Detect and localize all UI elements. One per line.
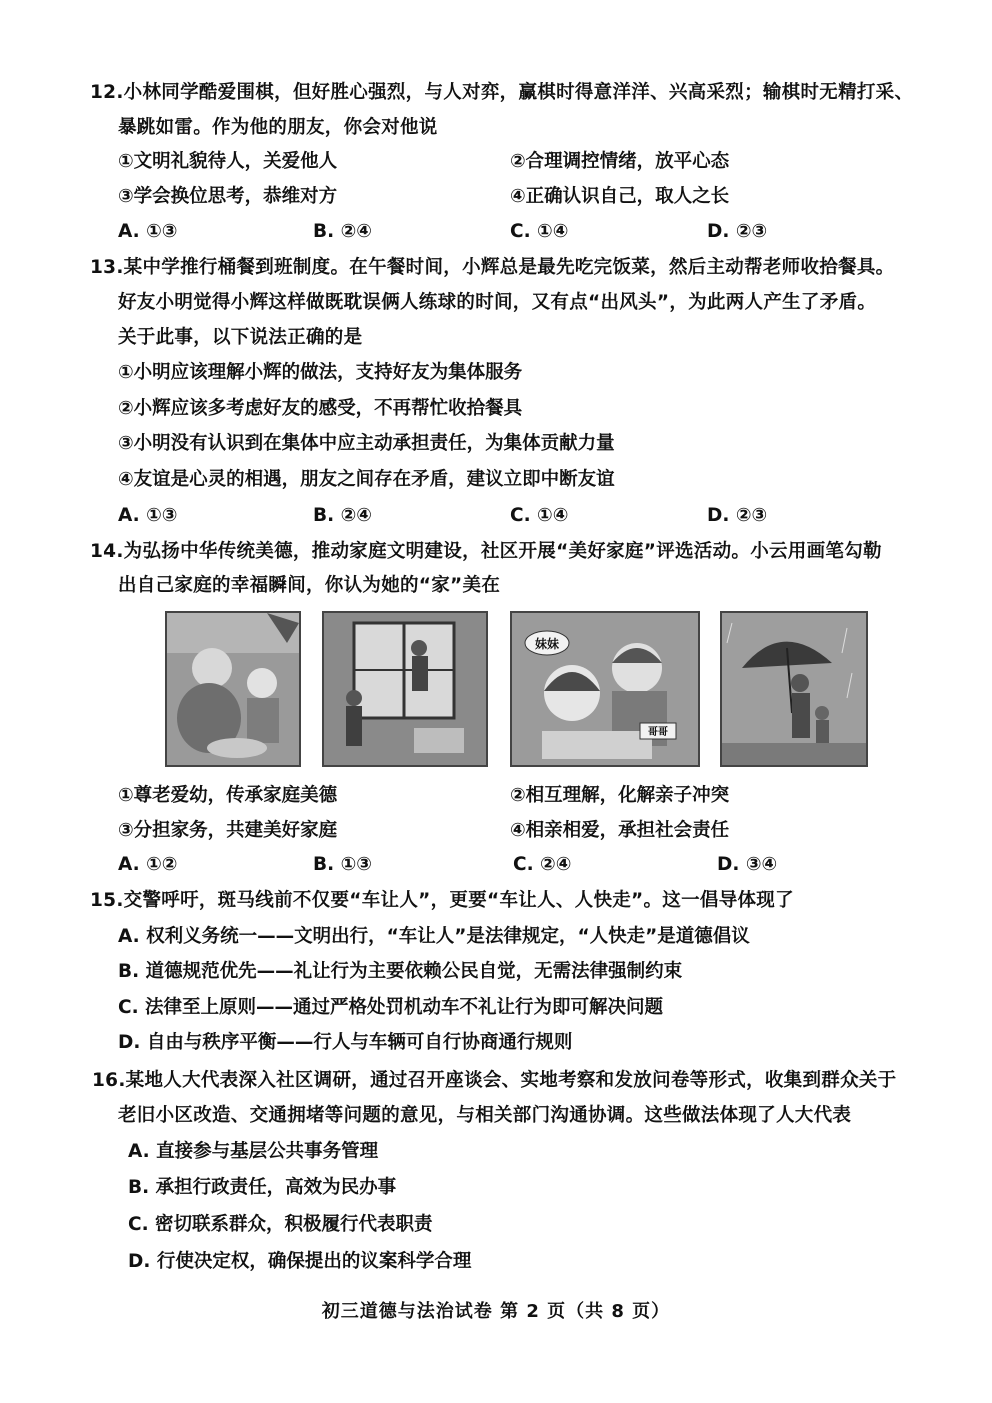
q14-statement-2: ②相互理解，化解亲子冲突: [510, 785, 730, 806]
q16-option-a: A. 直接参与基层公共事务管理: [128, 1141, 379, 1162]
q12-option-d: D. ②③: [707, 221, 768, 242]
q13-statement-3: ③小明没有认识到在集体中应主动承担责任，为集体贡献力量: [118, 433, 615, 454]
q14-option-a: A. ①②: [118, 854, 178, 875]
q12-statement-1: ①文明礼貌待人，关爱他人: [118, 151, 338, 172]
q14-statement-1: ①尊老爱幼，传承家庭美德: [118, 785, 338, 806]
q12-statement-2: ②合理调控情绪，放平心态: [510, 151, 730, 172]
family-picture-umbrella: [720, 611, 868, 767]
q12-option-b: B. ②④: [313, 221, 372, 242]
q15-option-d: D. 自由与秩序平衡——行人与车辆可自行协商通行规则: [118, 1032, 573, 1053]
q14-option-b: B. ①③: [313, 854, 372, 875]
q16-option-b: B. 承担行政责任，高效为民办事: [128, 1177, 397, 1198]
q16-stem-line2: 老旧小区改造、交通拥堵等问题的意见，与相关部门沟通协调。这些做法体现了人大代表: [118, 1105, 852, 1126]
q14-stem-line1: 14.为弘扬中华传统美德，推动家庭文明建设，社区开展“美好家庭”评选活动。小云用画笔勾勒: [90, 541, 882, 562]
q13-option-a: A. ①③: [118, 505, 178, 526]
q13-option-d: D. ②③: [707, 505, 768, 526]
q13-stem-line2: 好友小明觉得小辉这样做既耽误俩人练球的时间，又有点“出风头”，为此两人产生了矛盾。: [118, 292, 877, 313]
family-picture-siblings: [510, 611, 700, 767]
q14-statement-4: ④相亲相爱，承担社会责任: [510, 820, 730, 841]
q14-option-d: D. ③④: [717, 854, 778, 875]
q16-stem-line1: 16.某地人大代表深入社区调研，通过召开座谈会、实地考察和发放问卷等形式，收集到群众关于: [92, 1070, 897, 1091]
siblings-illustration: [512, 613, 698, 765]
elder-care-illustration: [167, 613, 299, 765]
q16-option-d: D. 行使决定权，确保提出的议案科学合理: [128, 1251, 472, 1272]
q13-statement-4: ④友谊是心灵的相遇，朋友之间存在矛盾，建议立即中断友谊: [118, 469, 615, 490]
q12-option-a: A. ①③: [118, 221, 178, 242]
q14-option-c: C. ②④: [513, 854, 572, 875]
page-footer: 初三道德与法治试卷 第 2 页（共 8 页）: [321, 1301, 671, 1322]
q12-statement-3: ③学会换位思考，恭维对方: [118, 186, 338, 207]
q12-stem-line1: 12.小林同学酷爱围棋，但好胜心强烈，与人对弈，赢棋时得意洋洋、兴高采烈；输棋时无精打采、: [90, 82, 914, 103]
q14-statement-3: ③分担家务，共建美好家庭: [118, 820, 338, 841]
q12-option-c: C. ①④: [510, 221, 569, 242]
family-picture-elder-care: [165, 611, 301, 767]
q14-stem-line2: 出自己家庭的幸福瞬间，你认为她的“家”美在: [118, 575, 501, 596]
q12-stem-line2: 暴跳如雷。作为他的朋友，你会对他说: [118, 117, 438, 138]
q15-option-a: A. 权利义务统一——文明出行，“车让人”是法律规定，“人快走”是道德倡议: [118, 926, 750, 947]
q15-stem-line1: 15.交警呼吁，斑马线前不仅要“车让人”，更要“车让人、人快走”。这一倡导体现了: [90, 890, 794, 911]
housework-illustration: [324, 613, 486, 765]
q13-option-b: B. ②④: [313, 505, 372, 526]
q13-statement-2: ②小辉应该多考虑好友的感受，不再帮忙收拾餐具: [118, 398, 523, 419]
q15-option-b: B. 道德规范优先——礼让行为主要依赖公民自觉，无需法律强制约束: [118, 961, 683, 982]
umbrella-illustration: [722, 613, 866, 765]
q15-option-c: C. 法律至上原则——通过严格处罚机动车不礼让行为即可解决问题: [118, 997, 664, 1018]
q13-stem-line1: 13.某中学推行桶餐到班制度。在午餐时间，小辉总是最先吃完饭菜，然后主动帮老师收拾餐具。: [90, 257, 895, 278]
sister-label: 妹妹: [534, 637, 560, 651]
q16-option-c: C. 密切联系群众，积极履行代表职责: [128, 1214, 433, 1235]
q12-statement-4: ④正确认识自己，取人之长: [510, 186, 730, 207]
q13-stem-line3: 关于此事，以下说法正确的是: [118, 327, 363, 348]
q13-statement-1: ①小明应该理解小辉的做法，支持好友为集体服务: [118, 362, 523, 383]
brother-label: 哥哥: [648, 727, 668, 738]
q13-option-c: C. ①④: [510, 505, 569, 526]
family-picture-housework: [322, 611, 488, 767]
